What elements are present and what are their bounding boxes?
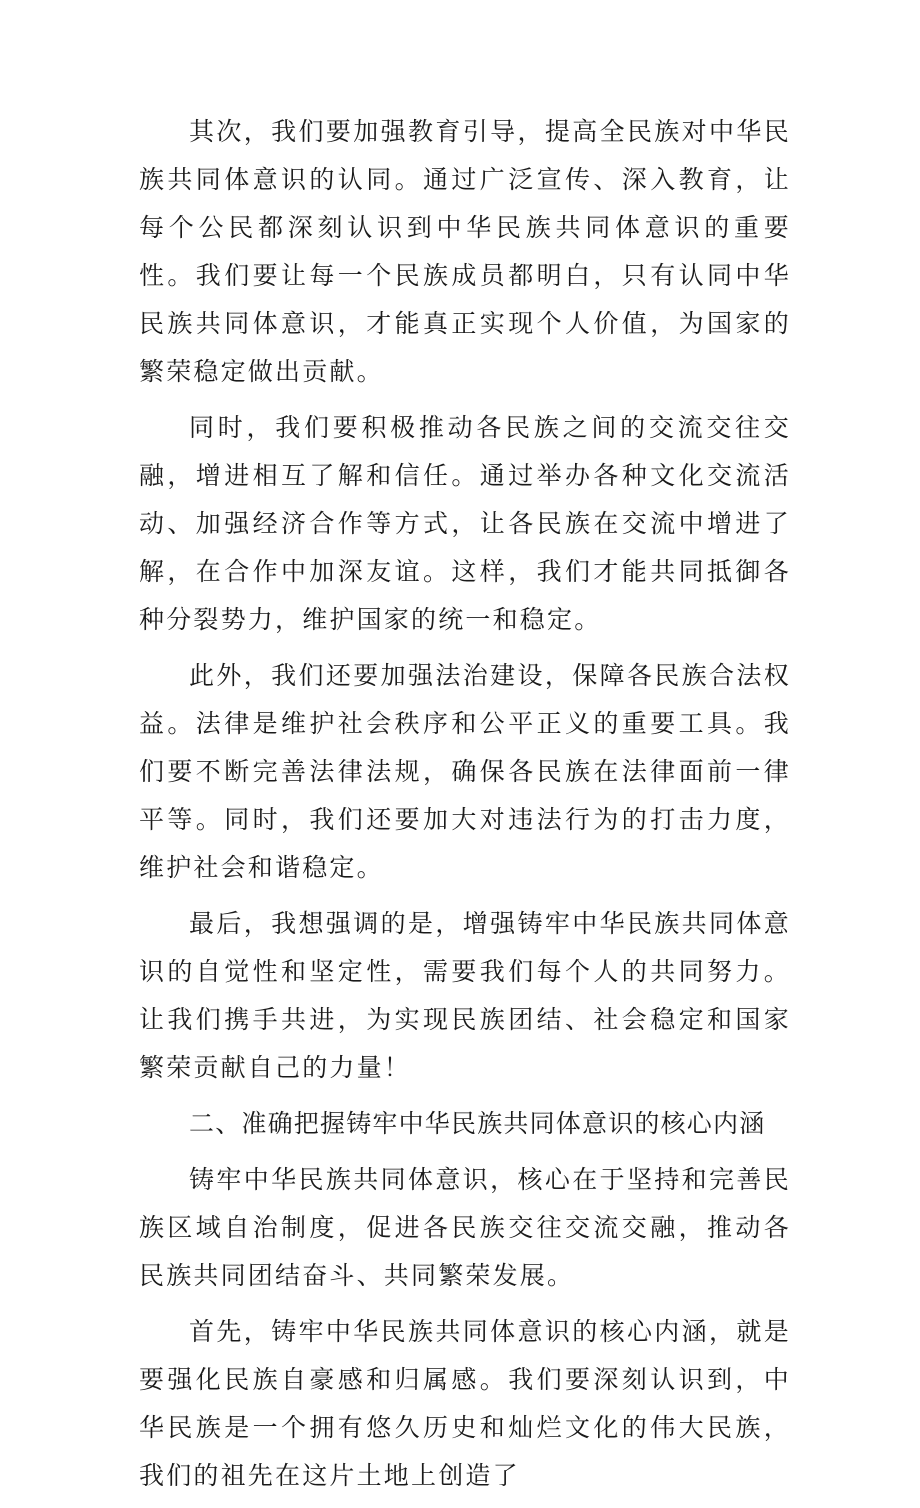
paragraph-core-intro: 铸牢中华民族共同体意识，核心在于坚持和完善民族区域自治制度，促进各民族交往交流交融，推动各民族共同团结奋斗、共同繁荣发展。	[139, 1165, 791, 1290]
document-body	[139, 108, 791, 1508]
paragraph-finally: 最后，我想强调的是，增强铸牢中华民族共同体意识的自觉性和坚定性，需要我们每个人的共同努力。让我们携手共进，为实现民族团结、社会稳定和国家繁荣贡献自己的力量！	[139, 909, 791, 1082]
paragraph-meanwhile: 同时，我们要积极推动各民族之间的交流交往交融，增进相互了解和信任。通过举办各种文化交流活动、加强经济合作等方式，让各民族在交流中增进了解，在合作中加深友谊。这样，我们才能共同抵御各种分裂势力，维护国家的统一和稳定。	[139, 413, 791, 634]
paragraph-secondly: 其次，我们要加强教育引导，提高全民族对中华民族共同体意识的认同。通过广泛宣传、深入教育，让每个公民都深刻认识到中华民族共同体意识的重要性。我们要让每一个民族成员都明白，只有认同中华民族共同体意识，才能真正实现个人价值，为国家的繁荣稳定做出贡献。	[139, 117, 791, 386]
section-heading: 二、准确把握铸牢中华民族共同体意识的核心内涵	[189, 1109, 766, 1138]
paragraph-furthermore: 此外，我们还要加强法治建设，保障各民族合法权益。法律是维护社会秩序和公平正义的重要工具。我们要不断完善法律法规，确保各民族在法律面前一律平等。同时，我们还要加大对违法行为的打击力度，维护社会和谐稳定。	[139, 661, 791, 882]
paragraph-core-first: 首先，铸牢中华民族共同体意识的核心内涵，就是要强化民族自豪感和归属感。我们要深刻认识到，中华民族是一个拥有悠久历史和灿烂文化的伟大民族，我们的祖先在这片土地上创造了	[139, 1317, 791, 1490]
